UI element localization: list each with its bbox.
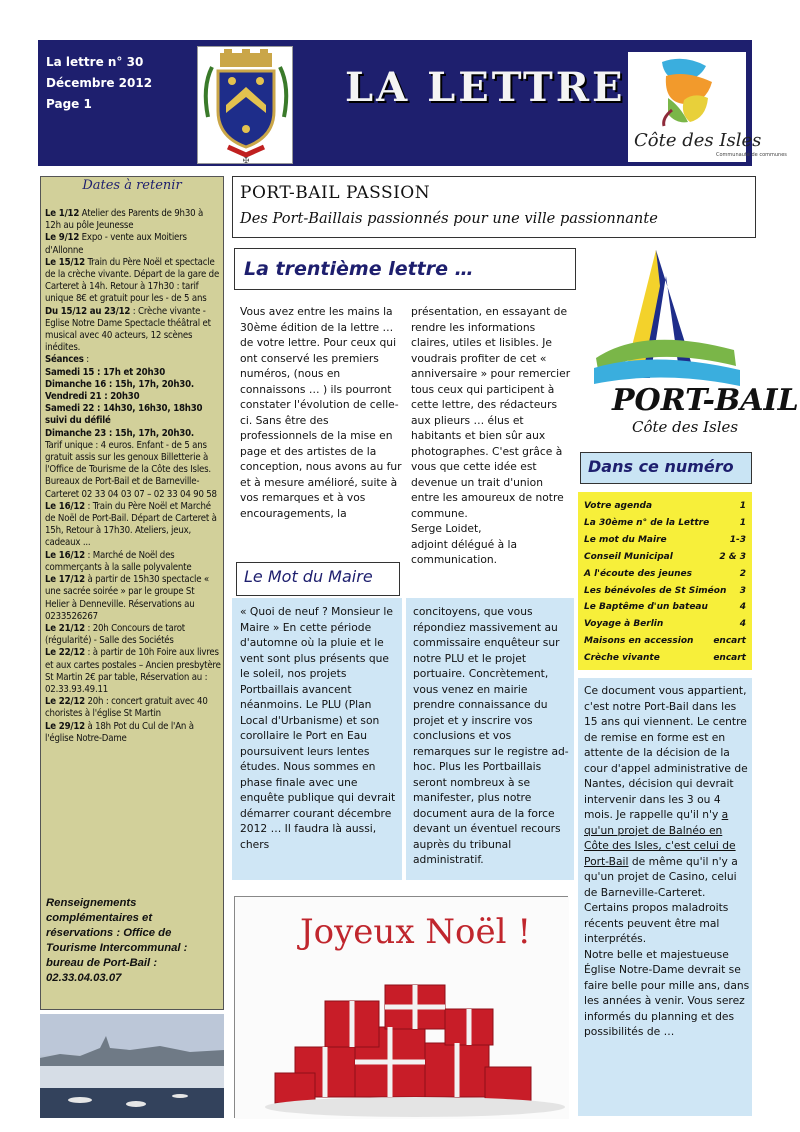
date-entry-label: Samedi 22 : 14h30, 16h30, 18h30 suivi du défilé [45,403,203,427]
contents-item-page: encart [713,636,746,647]
contents-item-page: 4 [739,602,746,613]
contents-item [584,633,746,650]
date-entry [45,574,221,623]
page-number: Page 1 [46,97,92,111]
date-entry-label: Le 21/12 [45,622,85,634]
contents-title: Dans ce numéro [588,457,734,476]
date-entry [45,367,221,379]
date-entry-text: Tarif unique : 4 euros. Enfant - de 5 ans gratuit assis sur les genoux Billetterie à l'Office de Tourisme de la Côte des Isles. Bureaux de Port-Bail et de Barneville-Carteret 02 33 04 03 07 – 02 33 04 90 58 [45,439,217,500]
date-entry [45,721,221,745]
date-entry-text: : [83,354,90,366]
maire-title: Le Mot du Maire [244,567,373,586]
date-entry [45,232,221,256]
article-text: présentation, en essayant de rendre les informations claires, utiles et lisibles. Je voudrais profiter de cet « anniversaire » pour remercier tous ceux qui participent à cette lettre, des rédacteurs aux plieurs … élus et habitants et bien sûr aux photographes. C'est grâce à vous que cette idée est devenue un trait d'union entre les amoureux de notre commune. [411,305,571,520]
date-entry-text: : Marché de Noël des commerçants à la salle polyvalente [45,549,192,573]
contents-item-page: 2 & 3 [719,551,746,562]
contents-item-label: Voyage à Berlin [584,619,664,630]
date-entry [45,550,221,574]
contents-item [584,650,746,667]
date-entry-label: Le 16/12 [45,549,85,561]
right-article [584,683,750,1040]
maire-column-left: « Quoi de neuf ? Monsieur le Maire » En cette période d'automne où la pluie et le vent sont plus présents que le soleil, nos projets Portbaillais avancent néanmoins. Le PLU (Plan Local d'Urbanisme) et son corollaire le Port en Eau poursuivent leurs lentes études. Nous sommes en phase finale avec une enquête publique qui devrait démarrer courant décembre 2012 … Il faudra là aussi, chers [240,605,396,851]
article-column-right [411,304,573,568]
port-bail-logo [584,246,799,442]
date-entry-label: Dimanche 23 : 15h, 17h, 20h30. [45,427,194,439]
date-entry [45,208,221,232]
date-entry [45,379,221,391]
signature-role: adjoint délégué à la communication. [411,537,518,566]
date-entry-label: Vendredi 21 : 20h30 [45,391,140,403]
contents-item [584,532,746,549]
contents-item-label: Crèche vivante [584,653,660,664]
logo-subtext: Communauté de communes [716,152,787,158]
header-title: PORT-BAIL PASSION [240,183,431,203]
date-entry [45,623,221,647]
right-article-underlined: a qu'un projet de Balnéo en Côte des Isles, c'est celui de Port-Bail [584,808,736,868]
date-entry-label: Le 15/12 [45,256,85,268]
date-entry [45,696,221,720]
tourism-info: Renseignements complémentaires et réservations : Office de Tourisme Intercommunal : bureau de Port-Bail : 02.33.04.03.07 [46,897,188,984]
contents-item [584,515,746,532]
date-entry [45,391,221,403]
date-entry-label: Le 1/12 [45,208,80,219]
date-entry-label: Le 22/12 [45,696,85,708]
christmas-greeting: Joyeux Noël ! [300,912,531,952]
issue-info [46,52,152,115]
date-entry [45,428,221,440]
date-entry-label: Du 15/12 au 23/12 [45,305,131,317]
date-entry-text: Atelier des Parents de 9h30 à 12h au pôle Jeunesse [45,208,204,232]
contents-item-page: 1-3 [729,534,746,545]
contents-item-label: Maisons en accession [584,636,694,647]
signature-name: Serge Loidet, [411,522,482,535]
newsletter-title: LA LETTRE [345,64,626,111]
contents-item [584,549,746,566]
dates-list [45,208,221,745]
svg-text:✠: ✠ [242,156,250,165]
header-subtitle: Des Port-Baillais passionnés pour une ville passionnante [240,210,658,227]
date-entry-label: Le 22/12 [45,647,85,659]
date-entry-label: Dimanche 16 : 15h, 17h, 20h30. [45,378,194,390]
date-entry-text: 20h : concert gratuit avec 40 choristes à l'église St Martin [45,696,208,720]
date-entry-label: Samedi 15 : 17h et 20h30 [45,366,166,378]
date-entry-label: Le 16/12 [45,500,85,512]
date-entry [45,440,221,501]
contents-item-page: encart [713,653,746,664]
date-entry-text: à 18h Pot du Cul de l'An à l'église Notre-Dame [45,720,194,744]
contents-item-label: Votre agenda [584,501,653,511]
date-entry-label: Le 9/12 [45,232,80,244]
issue-date: Décembre 2012 [46,76,153,90]
contents-item-page: 2 [739,568,746,579]
date-entry [45,306,221,355]
contents-item [584,599,746,616]
contents-item [584,566,746,583]
date-entry-label: Le 17/12 [45,574,85,586]
date-entry [45,354,221,366]
contents-item-label: Les bénévoles de St Siméon [584,585,727,596]
right-article-p1: Ce document vous appartient, c'est notre Port-Bail dans les 15 ans qui viennent. Le centre de remise en forme est en attente de la décision de la cour d'appel administrative de Nantes, décision qui devrait intervenir dans les 3 ou 4 mois. Je rappelle qu'il n'y [584,684,748,821]
date-entry-text: à partir de 15h30 spectacle « une sacrée soirée » par le groupe St Helier à Denneville. Réservations au 0233526267 [45,574,209,622]
contents-item [584,583,746,600]
port-bail-logo-sub: Côte des Isles [632,418,739,436]
date-entry-label: Séances [45,354,84,366]
date-entry [45,647,221,696]
dates-title: Dates à retenir [82,178,182,193]
contents-item-page: 1 [739,517,746,528]
contents-item [584,616,746,633]
contents-item-page: 3 [739,585,746,596]
contents-item-page: 4 [739,619,746,630]
logo-text: Côte des Isles [634,130,762,151]
right-article-p2: Notre belle et majestueuse Église Notre-Dame devrait se faire belle pour mille ans, dans les années à venir. Vous serez informés du planning et des possibilités de … [584,947,750,1038]
contents-item-page: 1 [739,501,746,511]
contents-item [584,498,746,515]
article-column-left: Vous avez entre les mains la 30ème édition de la lettre … de votre lettre. Pour ceux qui ont conservé les premiers numéros, (nous en connaissons … ) ils pourront constater l'évolution de celle-ci. Sans être des professionnels de la mise en page et des artistes de la conception, nous avons au fur et à mesure amélioré, suite à vos remarques et à vos encouragements, la [240,305,402,520]
harbour-photo [40,1014,224,1118]
maire-column-right: concitoyens, que vous répondiez massivement au commissaire enquêteur sur notre PLU et le projet portuaire. Concrètement, vous venez en mairie prendre connaissance du projet et y inscrire vos conclusions et vos remarques sur le registre ad-hoc. Plus les Portbaillais seront nombreux à se manifester, plus notre document aura de la force devant un éventuel recours auprès du tribunal administratif. [413,605,569,866]
date-entry-text: Train du Père Noël et spectacle de la crèche vivante. Départ de la gare de Carteret à 14h. Retour à 17h30 : tarif unique 8€ et gratuit pour les - de 5 ans [45,256,220,305]
right-article-p1-end: de même qu'il n'y a qu'un projet de Casino, celui de Barneville-Carteret. Certains propos maladroits récents peuvent être mal interprétés. [584,854,738,945]
contents-item-label: La 30ème n° de la Lettre [584,517,710,528]
article-title: La trentième lettre … [244,258,474,280]
cote-des-isles-logo [628,52,787,162]
date-entry-text: : à partir de 10h Foire aux livres et aux cartes postales – Ancien presbytère St Martin 2€ par table, Réservation au : 02.33.93.49.11 [45,647,221,695]
date-entry [45,257,221,306]
contents-item-label: Le mot du Maire [584,534,667,545]
contents-list [584,498,746,667]
town-crest-icon [197,46,293,164]
contents-item-label: A l'écoute des jeunes [584,568,693,579]
issue-number: La lettre n° 30 [46,55,144,69]
date-entry-text: : Crèche vivante - Eglise Notre Dame Spectacle théâtral et musical avec 40 acteurs, 12 scènes inédites. [45,305,211,354]
contents-item-label: Conseil Municipal [584,551,673,562]
date-entry-label: Le 29/12 [45,720,85,732]
date-entry [45,403,221,427]
date-entry [45,501,221,550]
date-entry-text: Expo - vente aux Moitiers d'Allonne [45,232,187,256]
date-entry-text: : Train du Père Noël et Marché de Noël de Port-Bail. Départ de Carteret à 15h, Retour à 17h30. Ateliers, jeux, cadeaux ... [45,500,217,549]
date-entry-text: : 20h Concours de tarot (régularité) - Salle des Sociétés [45,622,185,647]
port-bail-logo-name: PORT-BAIL [612,383,799,418]
contents-item-label: Le Baptême d'un bateau [584,602,708,613]
